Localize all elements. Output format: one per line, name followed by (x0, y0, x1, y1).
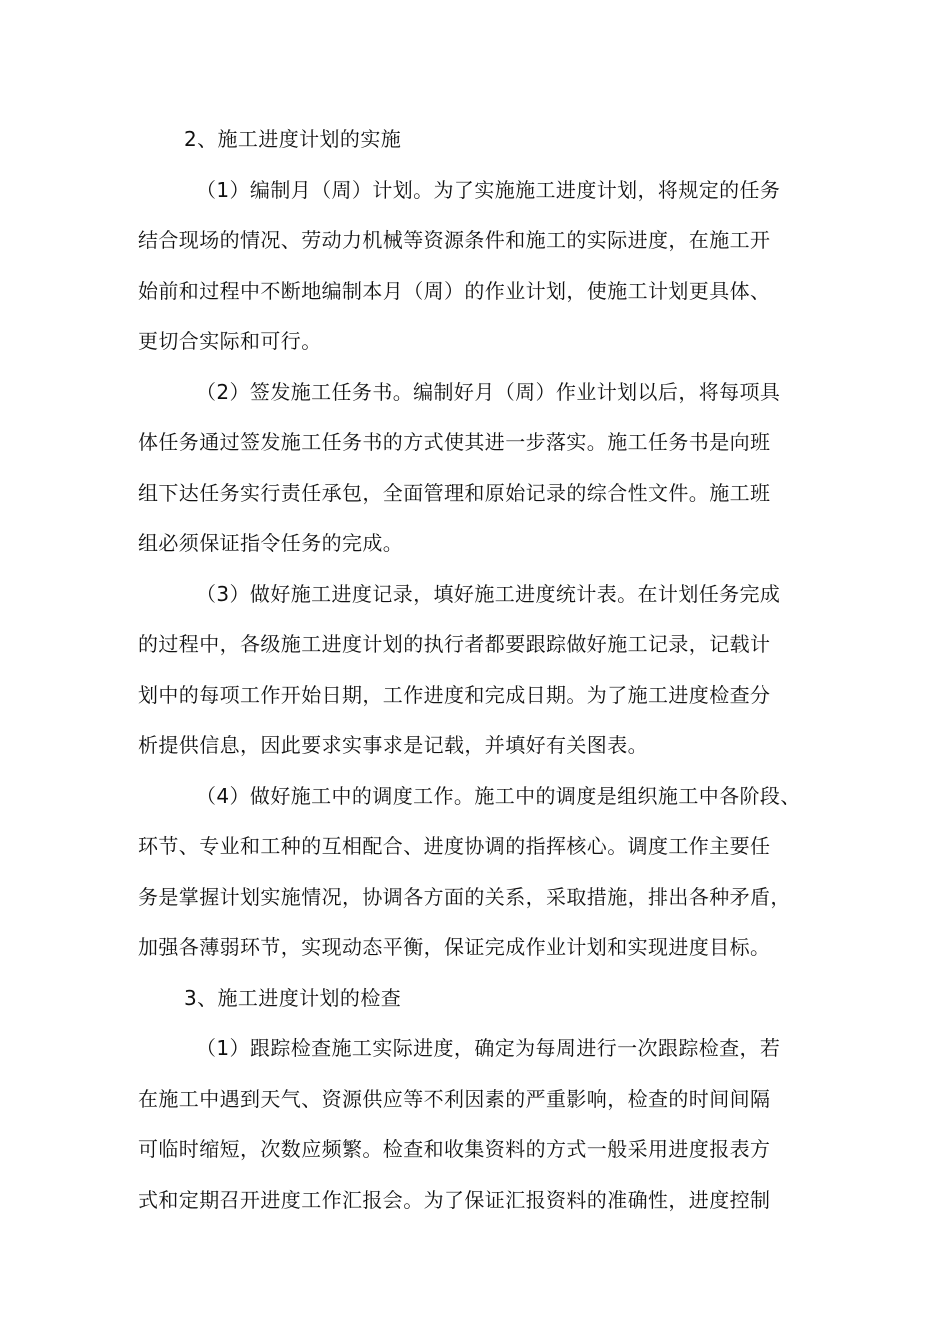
paragraph-issue-task-book (138, 367, 810, 569)
paragraph-line: 式和定期召开进度工作汇报会。为了保证汇报资料的准确性，进度控制 (138, 1187, 771, 1212)
paragraph-line: 结合现场的情况、劳动力机械等资源条件和施工的实际进度，在施工开 (138, 228, 771, 252)
paragraph-line: （1）编制月（周）计划。为了实施施工进度计划，将规定的任务 (196, 177, 781, 202)
paragraph-line: （3）做好施工进度记录，填好施工进度统计表。在计划任务完成 (196, 581, 781, 606)
paragraph-track-inspection (138, 1023, 810, 1225)
paragraph-line: （4）做好施工中的调度工作。施工中的调度是组织施工中各阶段、 (196, 783, 801, 808)
paragraph-line: 体任务通过签发施工任务书的方式使其进一步落实。施工任务书是向班 (138, 430, 771, 454)
paragraph-line: 析提供信息，因此要求实事求是记载，并填好有关图表。 (138, 733, 648, 757)
paragraph-line: 组必须保证指令任务的完成。 (138, 531, 404, 555)
paragraph-line: 的过程中，各级施工进度计划的执行者都要跟踪做好施工记录，记载计 (138, 632, 771, 656)
paragraph-line: 更切合实际和可行。 (138, 329, 322, 353)
paragraph-line: 可临时缩短，次数应频繁。检查和收集资料的方式一般采用进度报表方 (138, 1137, 771, 1161)
section-heading-2: 2、施工进度计划的实施 (184, 127, 402, 151)
paragraph-line: 加强各薄弱环节，实现动态平衡，保证完成作业计划和实现进度目标。 (138, 935, 771, 959)
paragraph-line: （2）签发施工任务书。编制好月（周）作业计划以后，将每项具 (196, 379, 781, 404)
paragraph-line: 组下达任务实行责任承包，全面管理和原始记录的综合性文件。施工班 (138, 480, 771, 505)
paragraph-line: 在施工中遇到天气、资源供应等不利因素的严重影响，检查的时间间隔 (138, 1086, 771, 1111)
paragraph-line: 务是掌握计划实施情况，协调各方面的关系，采取措施，排出各种矛盾， (138, 884, 791, 909)
paragraph-compile-plan (138, 165, 810, 367)
document-body (138, 114, 810, 1225)
paragraph-line: 环节、专业和工种的互相配合、进度协调的指挥核心。调度工作主要任 (138, 834, 771, 858)
paragraph-line: （1）跟踪检查施工实际进度，确定为每周进行一次跟踪检查，若 (196, 1036, 781, 1060)
section-heading-3: 3、施工进度计划的检查 (184, 985, 402, 1010)
paragraph-dispatch-work (138, 771, 810, 973)
paragraph-line: 始前和过程中不断地编制本月（周）的作业计划，使施工计划更具体、 (138, 278, 771, 303)
paragraph-line: 划中的每项工作开始日期，工作进度和完成日期。为了施工进度检查分 (138, 682, 771, 707)
paragraph-progress-records (138, 569, 810, 771)
